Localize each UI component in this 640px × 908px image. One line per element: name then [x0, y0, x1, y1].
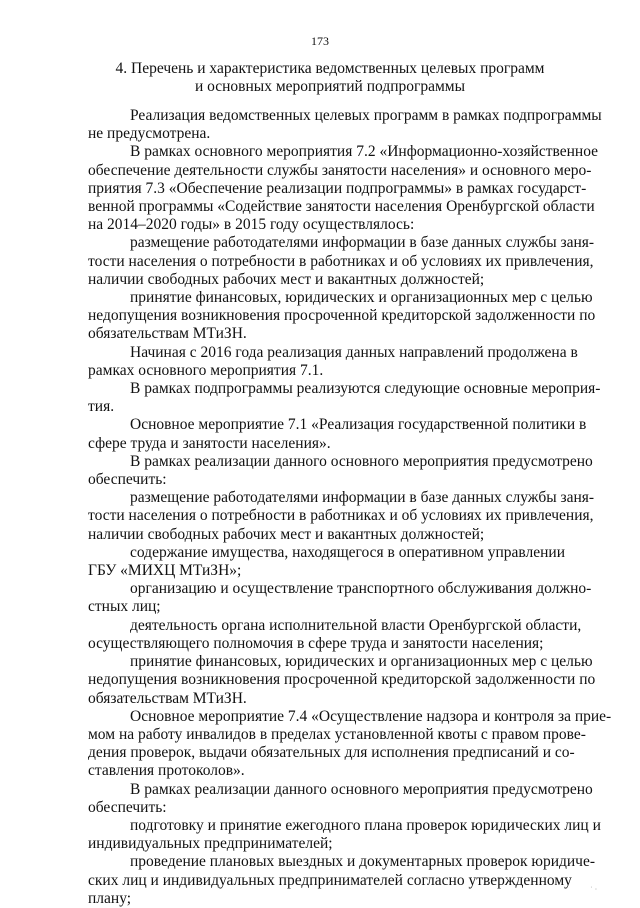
paragraph [88, 289, 596, 344]
paragraph [88, 853, 596, 908]
paragraph [88, 781, 593, 817]
paragraph-line: ских лиц и индивидуальных предпринимателей согласно утвержденному [88, 871, 572, 889]
paragraph [88, 380, 601, 416]
paragraph-line: тости населения о потребности в работниках и об условиях их привлечения, [88, 507, 594, 525]
section-heading [60, 60, 600, 96]
paragraph [88, 143, 599, 234]
paragraph-line: не предусмотрена. [88, 125, 211, 143]
paragraph [88, 816, 601, 853]
section-heading-line-1: 4. Перечень и характеристика ведомственных целевых программ [115, 60, 545, 77]
paragraph-line: обязательствам МТиЗН. [88, 689, 247, 707]
scan-mark: ˙ · [590, 885, 598, 894]
paragraph [88, 544, 593, 580]
paragraph [88, 489, 593, 544]
paragraph-line: деятельность органа исполнительной власти Оренбургской области, [130, 616, 582, 634]
paragraph-line: принятие финансовых, юридических и организационных мер с целью [130, 289, 593, 307]
paragraph-line: мом на работу инвалидов в пределах установленной квоты с правом прове- [88, 725, 586, 743]
paragraph-line: Реализация ведомственных целевых программ в рамках подпрограммы [130, 107, 602, 124]
paragraph [88, 416, 593, 452]
paragraph-line: недопущения возникновения просроченной кредиторской задолженности по [88, 307, 596, 325]
paragraph-line: дения проверок, выдачи обязательных для исполнения предписаний и со- [88, 744, 575, 762]
paragraph-line: наличии свободных рабочих мест и вакантных должностей; [88, 525, 485, 543]
paragraph-line: проведение плановых выездных и документарных проверок юридиче- [130, 853, 596, 871]
paragraph-line: обеспечение деятельности службы занятости населения» и основного меро- [88, 161, 592, 179]
paragraph-line: индивидуальных предпринимателей; [88, 835, 333, 853]
paragraph [88, 453, 593, 489]
paragraph-line: недопущения возникновения просроченной кредиторской задолженности по [88, 671, 596, 689]
paragraph-line: Начиная с 2016 года реализация данных направлений продолжена в [130, 343, 578, 361]
paragraph-line: рамках основного мероприятия 7.1. [88, 361, 324, 379]
paragraph [88, 707, 612, 781]
paragraph-line: плану; [88, 889, 132, 907]
paragraph-line: сфере труда и занятости населения». [88, 434, 331, 452]
paragraph-line: приятия 7.3 «Обеспечение реализации подпрограммы» в рамках государст- [88, 179, 587, 197]
paragraph-line: на 2014–2020 годы» в 2015 году осуществлялось: [88, 216, 415, 234]
paragraph-line: обязательствам МТиЗН. [88, 325, 247, 343]
paragraph [88, 580, 593, 616]
paragraph-line: В рамках подпрограммы реализуются следующие основные мероприя- [130, 380, 601, 398]
paragraph [88, 234, 593, 289]
paragraph-line: организацию и осуществление транспортного обслуживания должно- [130, 580, 592, 598]
paragraph-line: осуществляющего полномочия в сфере труда и занятости населения; [88, 634, 544, 652]
paragraph-line: Основное мероприятие 7.1 «Реализация государственной политики в [130, 416, 587, 434]
paragraph-line: ГБУ «МИХЦ МТиЗН»; [88, 562, 242, 580]
paragraph-line: венной программы «Содействие занятости населения Оренбургской области [88, 198, 595, 216]
paragraph-line: В рамках основного мероприятия 7.2 «Информационно-хозяйственное [130, 143, 599, 161]
body-text [88, 107, 612, 908]
paragraph [88, 107, 602, 143]
paragraph-line: тости населения о потребности в работниках и об условиях их привлечения, [88, 252, 594, 270]
paragraph-line: размещение работодателями информации в базе данных службы заня- [130, 489, 595, 507]
paragraph-line: В рамках реализации данного основного мероприятия предусмотрено [130, 452, 593, 470]
paragraph-line: подготовку и принятие ежегодного плана проверок юридических лиц и [130, 816, 601, 834]
page-number: 173 [311, 34, 329, 48]
paragraph-line: обеспечить: [88, 471, 167, 489]
paragraph-line: Основное мероприятие 7.4 «Осуществление надзора и контроля за прие- [130, 707, 612, 725]
paragraph [88, 617, 593, 653]
paragraph-line: размещение работодателями информации в базе данных службы заня- [130, 234, 595, 252]
paragraph [88, 653, 596, 708]
paragraph-line: ставления протоколов». [88, 762, 245, 780]
paragraph [88, 344, 593, 380]
paragraph-line: принятие финансовых, юридических и организационных мер с целью [130, 653, 593, 671]
paragraph-line: тия. [88, 398, 115, 416]
paragraph-line: содержание имущества, находящегося в оперативном управлении [130, 543, 565, 561]
paragraph-line: наличии свободных рабочих мест и вакантных должностей; [88, 270, 485, 288]
paragraph-line: стных лиц; [88, 598, 161, 616]
paragraph-line: В рамках реализации данного основного мероприятия предусмотрено [130, 780, 593, 798]
section-heading-line-2: и основных мероприятий подпрограммы [194, 78, 466, 95]
paragraph-line: обеспечить: [88, 798, 167, 816]
